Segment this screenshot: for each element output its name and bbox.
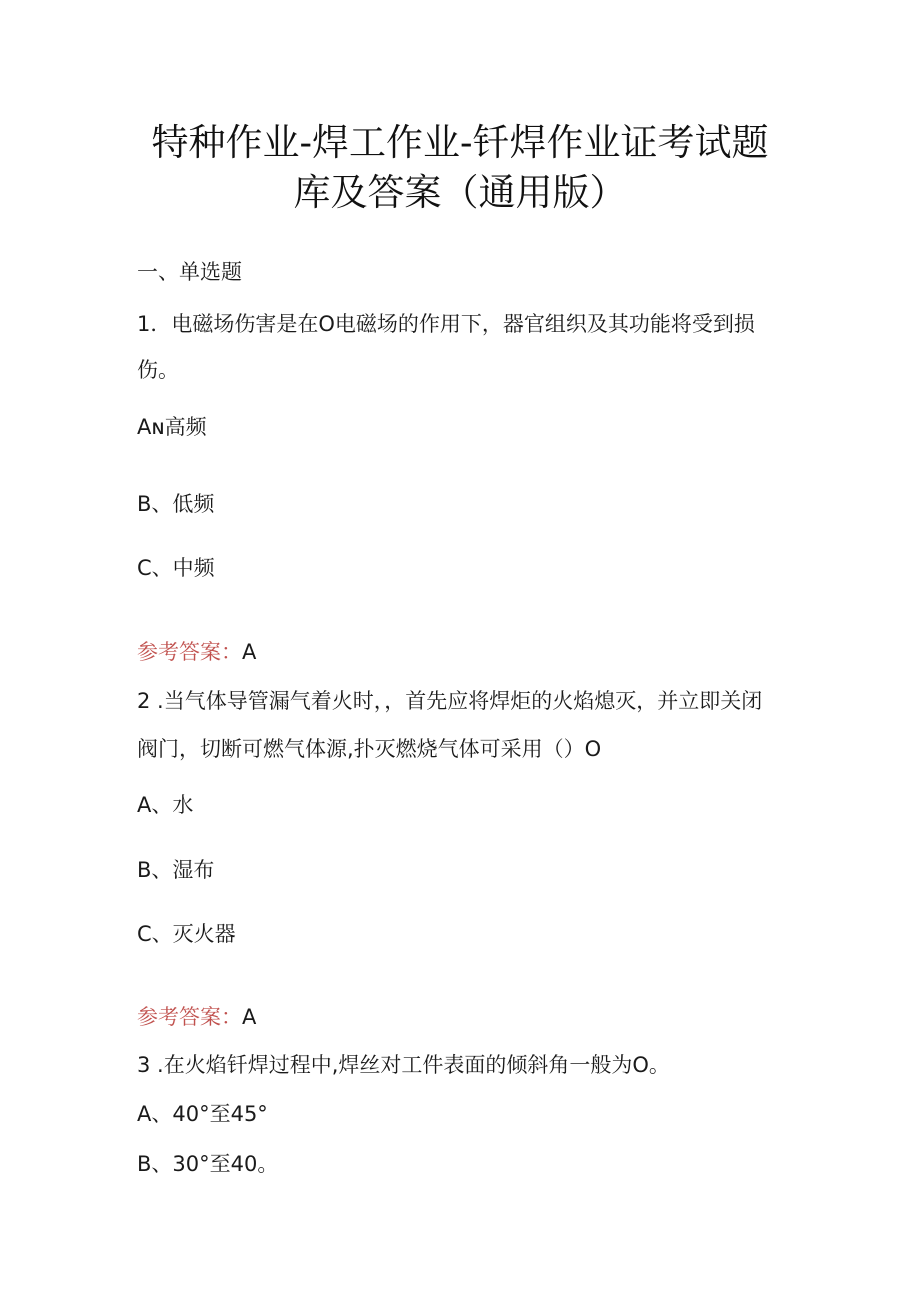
document-title-line-1: 特种作业-焊工作业-钎焊作业证考试题	[151, 121, 769, 164]
answer-value: A	[242, 640, 257, 664]
question-3-option-b: B、30°至40。	[137, 1152, 279, 1176]
question-2-option-b: B、湿布	[137, 858, 215, 882]
question-1-option-b: B、低频	[137, 492, 215, 516]
question-1-option-a: Aɴ高频	[137, 415, 207, 439]
question-1-answer	[137, 638, 256, 666]
answer-label: 参考答案：	[137, 640, 242, 664]
question-2-option-a: A、水	[137, 793, 194, 817]
question-3-option-a: A、40°至45°	[137, 1102, 268, 1126]
document-title-line-2: 库及答案（通用版）	[293, 171, 627, 214]
question-1-text-line-2: 伤。	[137, 358, 179, 382]
question-3-text-line-1: 3 .在火焰钎焊过程中,焊丝对工件表面的倾斜角一般为O。	[137, 1053, 670, 1077]
section-heading: 一、单选题	[137, 260, 242, 284]
question-2-text-line-2: 阀门，切断可燃气体源,扑灭燃烧气体可采用（）O	[137, 737, 602, 761]
question-1-option-c: C、中频	[137, 556, 215, 580]
question-2-option-c: C、灭火器	[137, 922, 236, 946]
question-2-text-line-1: 2 .当气体导管漏气着火时，，首先应将焊炬的火焰熄灭，并立即关闭	[137, 689, 763, 713]
question-1-text-line-1: 1．电磁场伤害是在O电磁场的作用下，器官组织及其功能将受到损	[137, 312, 755, 336]
answer-value: A	[242, 1005, 257, 1029]
answer-label: 参考答案：	[137, 1005, 242, 1029]
question-2-answer	[137, 1003, 256, 1031]
